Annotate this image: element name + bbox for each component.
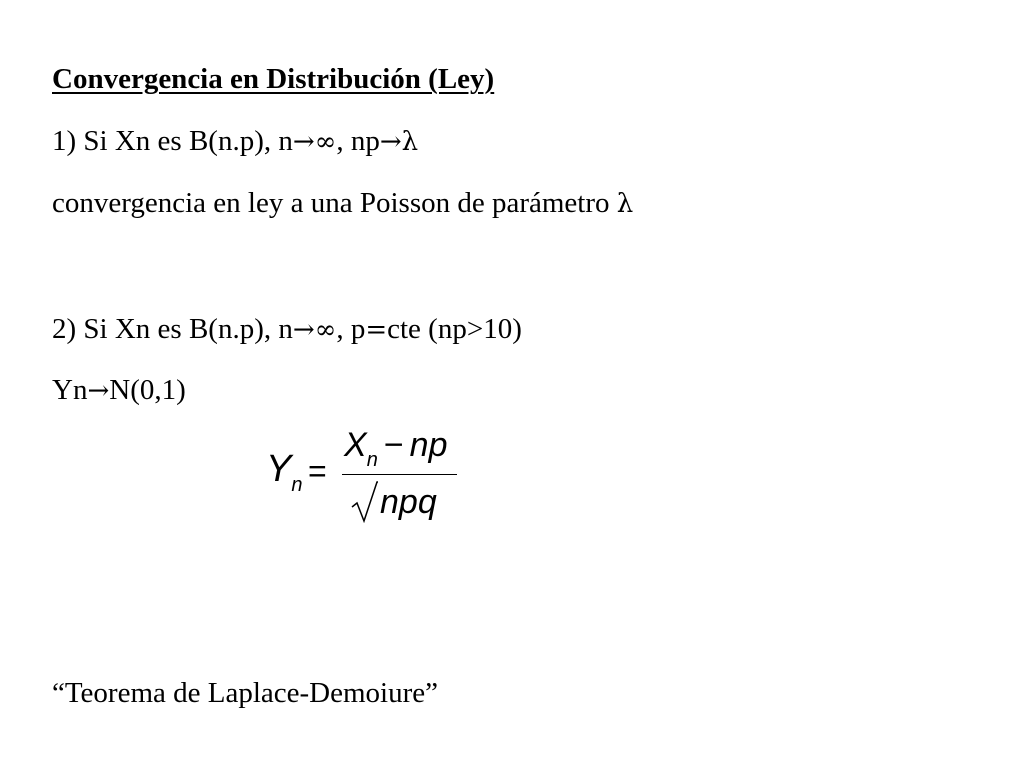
square-root-icon (350, 481, 378, 523)
theorem-name: “Teorema de Laplace-Demoiure” (52, 677, 439, 709)
item-2-result-prefix: Yn (52, 374, 88, 406)
fraction-bar (342, 474, 457, 475)
item-2-middle: , p (336, 313, 366, 345)
formula-equals: = (308, 453, 327, 489)
formula-denominator: npq (380, 483, 437, 521)
arrow-icon: → (292, 315, 315, 345)
formula-num-rest: np (409, 426, 448, 464)
infinity-symbol: ∞ (314, 127, 337, 157)
item-2-binomial-condition (52, 312, 522, 347)
item-2-prefix: 2) Si Xn es B(n.p), n (52, 313, 293, 345)
formula-num-var: X (344, 426, 367, 464)
item-1-result-text: convergencia en ley a una Poisson de parámetro (52, 187, 617, 219)
formula-numerator (344, 425, 448, 470)
formula-lhs-subscript: n (291, 474, 303, 496)
formula-minus: − (383, 426, 404, 464)
equals-symbol: = (365, 315, 388, 345)
arrow-icon: → (87, 376, 110, 406)
item-1-result (52, 186, 633, 221)
formula-num-subscript: n (366, 449, 378, 471)
item-1-prefix: 1) Si Xn es B(n.p), n (52, 125, 293, 157)
item-2-suffix: cte (np>10) (387, 313, 522, 345)
item-1-middle: , np (336, 125, 380, 157)
arrow-icon: → (292, 127, 315, 157)
item-1-binomial-condition (52, 124, 418, 159)
formula-lhs (266, 449, 302, 495)
slide-title: Convergencia en Distribución (Ley) (52, 63, 495, 95)
standardization-formula (262, 425, 472, 535)
item-2-result (52, 373, 186, 408)
item-2-result-suffix: N(0,1) (109, 374, 186, 406)
infinity-symbol: ∞ (314, 315, 337, 345)
lambda-symbol: λ (401, 127, 419, 157)
formula-lhs-var: Y (266, 448, 292, 490)
lambda-symbol: λ (616, 189, 634, 219)
arrow-icon: → (379, 127, 402, 157)
